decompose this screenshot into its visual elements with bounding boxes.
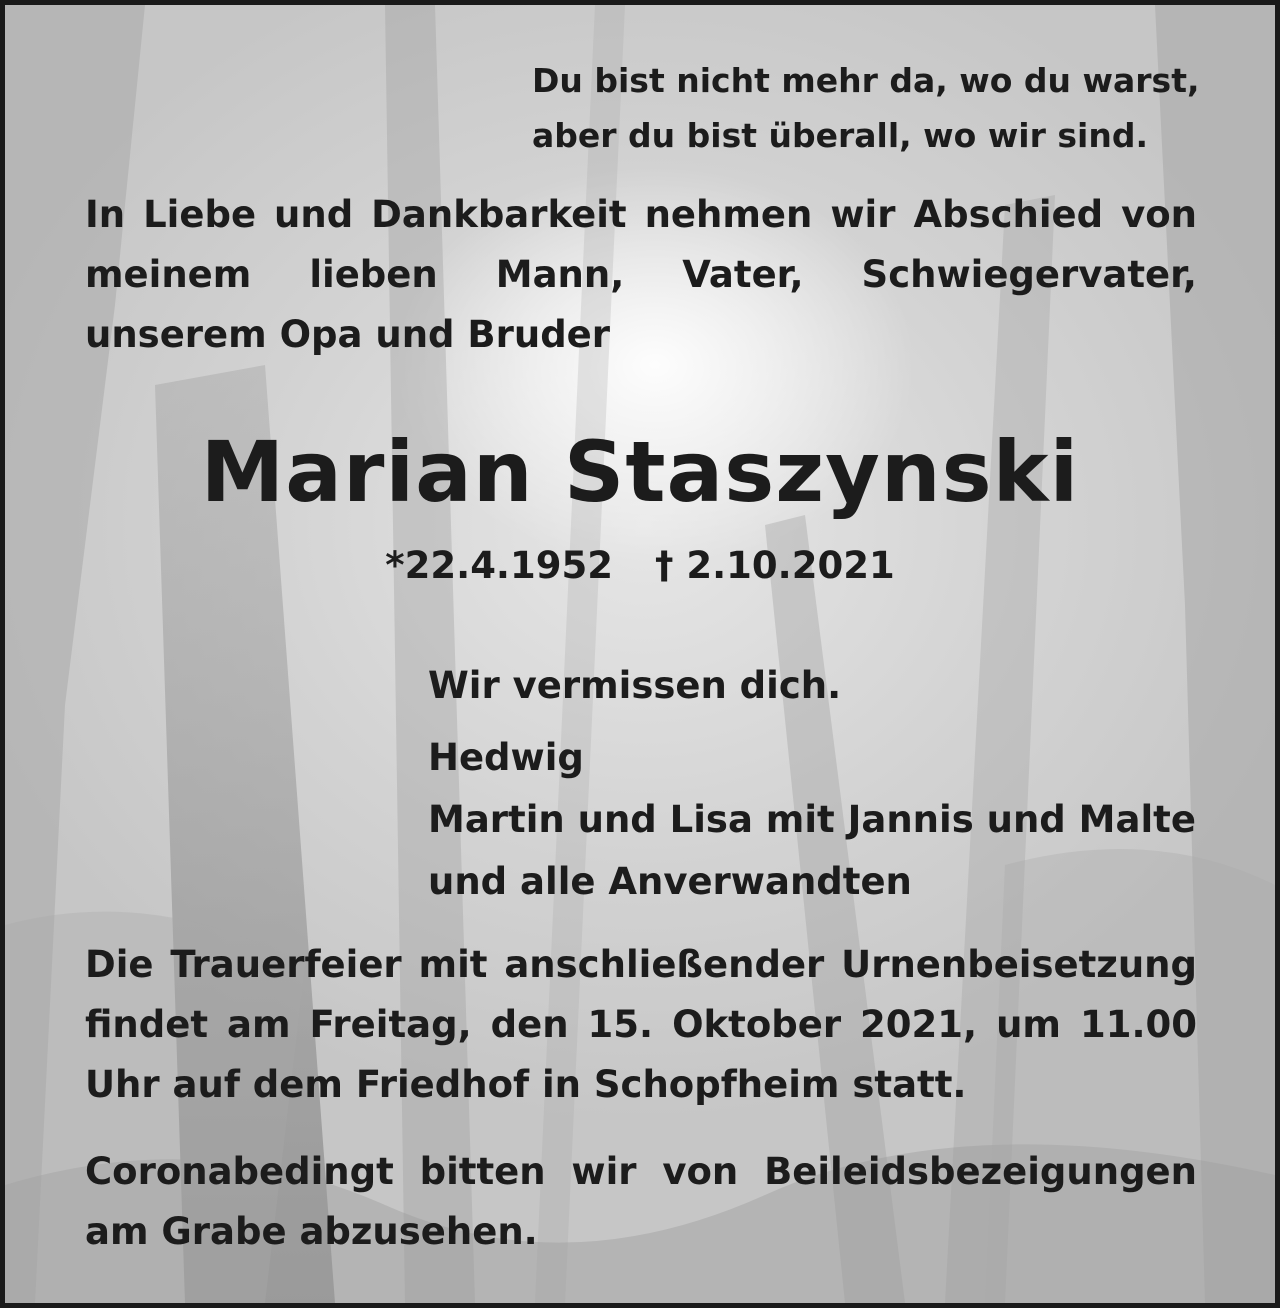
quote bbox=[532, 53, 1200, 163]
miss-you-line: Wir vermissen dich. bbox=[428, 664, 842, 707]
birth-date: *22.4.1952 bbox=[385, 544, 613, 587]
mourner-line: Hedwig bbox=[428, 736, 584, 779]
corona-notice: Coronabedingt bitten wir von Beileidsbezeigungen am Grabe abzusehen. bbox=[85, 1150, 1197, 1253]
intro-text: In Liebe und Dankbarkeit nehmen wir Abschied von meinem lieben Mann, Vater, Schwiegervater, unserem Opa und Bruder bbox=[85, 193, 1197, 356]
mourner-line: Martin und Lisa mit Jannis und Malte bbox=[428, 798, 1196, 841]
mourners-list bbox=[428, 727, 1196, 913]
quote-line-2: aber du bist überall, wo wir sind. bbox=[532, 116, 1148, 155]
funeral-info: Die Trauerfeier mit anschließender Urnenbeisetzung findet am Freitag, den 15. Oktober 2021, um 11.00 Uhr auf dem Friedhof in Schopfheim statt. bbox=[85, 943, 1197, 1106]
mourner-line: und alle Anverwandten bbox=[428, 860, 912, 903]
quote-line-1: Du bist nicht mehr da, wo du warst, bbox=[532, 61, 1200, 100]
deceased-name: Marian Staszynski bbox=[200, 423, 1080, 521]
death-date: † 2.10.2021 bbox=[654, 544, 895, 587]
life-dates bbox=[5, 541, 1275, 591]
